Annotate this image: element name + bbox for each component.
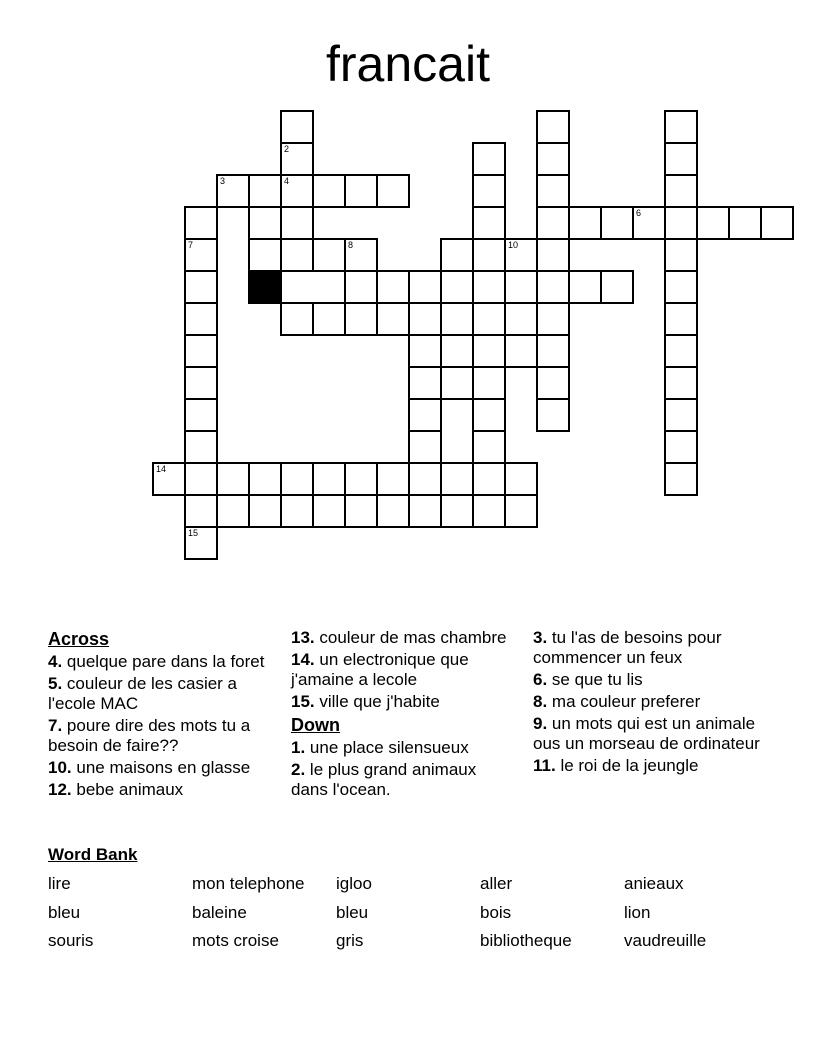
across-heading: Across: [48, 629, 110, 649]
black-cell: [248, 270, 282, 304]
clue-text: couleur de les casier a l'ecole MAC: [48, 674, 238, 713]
down-clue: [533, 670, 768, 690]
clue-number-label: 3.: [533, 628, 548, 647]
across-clue: [48, 674, 273, 714]
grid-cell[interactable]: [184, 366, 218, 400]
puzzle-title: francait: [326, 36, 490, 92]
word-bank-item: lion: [624, 903, 651, 922]
grid-cell[interactable]: [184, 398, 218, 432]
grid-cell[interactable]: [248, 206, 282, 240]
grid-cell[interactable]: [344, 462, 378, 496]
clue-number-label: 7.: [48, 716, 63, 735]
clue-text: ville que j'habite: [319, 692, 440, 711]
grid-cell[interactable]: [664, 302, 698, 336]
clue-number-label: 13.: [291, 628, 315, 647]
grid-cell[interactable]: [504, 334, 538, 368]
grid-cell[interactable]: [696, 206, 730, 240]
word-bank-item: souris: [48, 931, 94, 950]
grid-cell[interactable]: [184, 494, 218, 528]
grid-cell[interactable]: [536, 206, 570, 240]
grid-cell[interactable]: [472, 270, 506, 304]
clues-column-3: [533, 628, 768, 778]
grid-cell[interactable]: [184, 526, 218, 560]
word-bank-item: bleu: [48, 903, 81, 922]
grid-cell[interactable]: [440, 334, 474, 368]
down-heading: Down: [291, 715, 340, 735]
across-clue: [48, 652, 273, 672]
grid-cell[interactable]: [472, 142, 506, 176]
grid-cell[interactable]: [472, 430, 506, 464]
clue-text: bebe animaux: [76, 780, 184, 799]
clue-number-label: 10.: [48, 758, 72, 777]
clue-number: 3: [220, 176, 226, 186]
grid-cell[interactable]: [184, 238, 218, 272]
clue-number: 15: [188, 528, 199, 538]
grid-cell[interactable]: [472, 398, 506, 432]
grid-cell[interactable]: [632, 206, 666, 240]
grid-cell[interactable]: [440, 270, 474, 304]
clue-number-label: 14.: [291, 650, 315, 669]
word-bank-item: mon telephone: [192, 874, 305, 893]
grid-cell[interactable]: [760, 206, 794, 240]
word-bank-item: igloo: [336, 874, 372, 893]
word-bank-item: gris: [336, 931, 364, 950]
across-clue: [291, 650, 516, 690]
clue-text: tu l'as de besoins pour commencer un feux: [533, 628, 722, 667]
grid-cell[interactable]: [504, 494, 538, 528]
across-clue: [291, 692, 516, 712]
grid-cell[interactable]: [440, 366, 474, 400]
clue-number: 10: [508, 240, 519, 250]
grid-cell[interactable]: [312, 494, 346, 528]
clues-column-1: [48, 628, 273, 802]
grid-cell[interactable]: [280, 238, 314, 272]
grid-cell[interactable]: [664, 430, 698, 464]
grid-cell[interactable]: [280, 462, 314, 496]
grid-cell[interactable]: [376, 174, 410, 208]
clue-number-label: 8.: [533, 692, 548, 711]
word-bank-item: aller: [480, 874, 513, 893]
grid-cell[interactable]: [664, 398, 698, 432]
down-clue: [533, 628, 768, 668]
grid-cell[interactable]: [216, 462, 250, 496]
grid-cell[interactable]: [184, 270, 218, 304]
word-bank-item: bois: [480, 903, 512, 922]
grid-cell[interactable]: [568, 206, 602, 240]
clue-text: se que tu lis: [551, 670, 643, 689]
grid-cell[interactable]: [408, 366, 442, 400]
grid-cell[interactable]: [664, 206, 698, 240]
grid-cell[interactable]: [248, 174, 282, 208]
clue-number-label: 2.: [291, 760, 306, 779]
grid-cell[interactable]: [216, 494, 250, 528]
clue-number-label: 12.: [48, 780, 72, 799]
grid-cell[interactable]: [504, 238, 538, 272]
grid-cell[interactable]: [664, 366, 698, 400]
grid-cell[interactable]: [600, 206, 634, 240]
clue-number: 8: [348, 240, 354, 250]
grid-cell[interactable]: [376, 462, 410, 496]
grid-cell[interactable]: [216, 174, 250, 208]
down-clue: [533, 692, 768, 712]
across-clue: [48, 758, 273, 778]
clue-number: 4: [284, 176, 290, 186]
clue-text: quelque pare dans la foret: [66, 652, 265, 671]
grid-cell[interactable]: [568, 270, 602, 304]
grid-cell[interactable]: [344, 174, 378, 208]
grid-cell[interactable]: [408, 398, 442, 432]
grid-cell[interactable]: [472, 174, 506, 208]
grid-cell[interactable]: [376, 270, 410, 304]
clue-text: poure dire des mots tu a besoin de faire??: [48, 716, 251, 755]
word-bank-item: vaudreuille: [624, 931, 707, 950]
grid-cell[interactable]: [376, 494, 410, 528]
grid-cell[interactable]: [504, 302, 538, 336]
across-clue: [48, 716, 273, 756]
grid-cell[interactable]: [312, 302, 346, 336]
grid-cell[interactable]: [440, 302, 474, 336]
clue-number: 14: [156, 464, 167, 474]
grid-cell[interactable]: [184, 302, 218, 336]
grid-cell[interactable]: [664, 142, 698, 176]
word-bank-item: bibliotheque: [480, 931, 572, 950]
grid-cell[interactable]: [440, 494, 474, 528]
grid-cell[interactable]: [312, 238, 346, 272]
grid-cell[interactable]: [312, 174, 346, 208]
clue-number-label: 9.: [533, 714, 548, 733]
clue-number-label: 5.: [48, 674, 63, 693]
grid-cell[interactable]: [280, 142, 314, 176]
grid-cell[interactable]: [408, 462, 442, 496]
grid-cell[interactable]: [280, 174, 314, 208]
grid-cell[interactable]: [536, 398, 570, 432]
grid-cell[interactable]: [408, 430, 442, 464]
grid-cell[interactable]: [664, 174, 698, 208]
grid-cell[interactable]: [664, 238, 698, 272]
grid-cell[interactable]: [408, 334, 442, 368]
grid-cell[interactable]: [280, 302, 314, 336]
grid-cell[interactable]: [440, 238, 474, 272]
grid-cell[interactable]: [280, 110, 314, 144]
clue-text: ma couleur preferer: [551, 692, 701, 711]
clue-text: le plus grand animaux dans l'ocean.: [291, 760, 477, 799]
down-clue: [291, 760, 516, 800]
clue-number-label: 1.: [291, 738, 306, 757]
grid-cell[interactable]: [184, 334, 218, 368]
grid-cell[interactable]: [184, 430, 218, 464]
grid-cell[interactable]: [664, 334, 698, 368]
grid-cell[interactable]: [504, 270, 538, 304]
down-clue: [533, 714, 768, 754]
word-bank-item: mots croise: [192, 931, 279, 950]
grid-cell[interactable]: [472, 238, 506, 272]
grid-cell[interactable]: [664, 462, 698, 496]
grid-cell[interactable]: [344, 302, 378, 336]
clue-number-label: 11.: [533, 756, 556, 775]
grid-cell[interactable]: [536, 238, 570, 272]
grid-cell[interactable]: [184, 462, 218, 496]
grid-cell[interactable]: [248, 494, 282, 528]
grid-cell[interactable]: [184, 206, 218, 240]
down-clue: [291, 738, 516, 758]
word-bank-item: bleu: [336, 903, 369, 922]
grid-cell[interactable]: [664, 270, 698, 304]
down-clue: [533, 756, 768, 776]
grid-cell[interactable]: [504, 462, 538, 496]
grid-cell[interactable]: [248, 462, 282, 496]
grid-cell[interactable]: [728, 206, 762, 240]
clue-text: un mots qui est un animale ous un morseau de ordinateur: [533, 714, 760, 753]
clue-text: une place silensueux: [309, 738, 469, 757]
grid-cell[interactable]: [664, 110, 698, 144]
grid-cell[interactable]: [376, 302, 410, 336]
grid-cell[interactable]: [344, 270, 378, 304]
clue-number-label: 4.: [48, 652, 63, 671]
grid-cell[interactable]: [536, 302, 570, 336]
clue-text: une maisons en glasse: [76, 758, 251, 777]
grid-cell[interactable]: [408, 302, 442, 336]
grid-cell[interactable]: [248, 238, 282, 272]
clue-text: couleur de mas chambre: [319, 628, 507, 647]
grid-cell[interactable]: [472, 462, 506, 496]
grid-cell[interactable]: [536, 142, 570, 176]
word-bank-item: lire: [48, 874, 71, 893]
grid-cell[interactable]: [280, 206, 314, 240]
word-bank-item: baleine: [192, 903, 247, 922]
grid-cell[interactable]: [536, 110, 570, 144]
clue-number-label: 6.: [533, 670, 548, 689]
grid-cell[interactable]: [408, 270, 442, 304]
grid-cell[interactable]: [472, 302, 506, 336]
grid-cell[interactable]: [600, 270, 634, 304]
clue-number: 7: [188, 240, 194, 250]
grid-cell[interactable]: [344, 494, 378, 528]
across-clue: [48, 780, 273, 800]
grid-cell[interactable]: [152, 462, 186, 496]
grid-cell[interactable]: [536, 270, 570, 304]
clues-column-2: [291, 628, 516, 802]
across-clue: [291, 628, 516, 648]
clue-number: 6: [636, 208, 642, 218]
grid-cell[interactable]: [440, 462, 474, 496]
clue-text: le roi de la jeungle: [560, 756, 699, 775]
clue-number: 2: [284, 144, 290, 154]
grid-cell[interactable]: [536, 334, 570, 368]
grid-cell[interactable]: [536, 174, 570, 208]
grid-cell[interactable]: [472, 366, 506, 400]
grid-cell[interactable]: [312, 462, 346, 496]
word-bank-title: Word Bank: [48, 845, 138, 864]
grid-cell[interactable]: [408, 494, 442, 528]
grid-cell[interactable]: [280, 494, 314, 528]
word-bank-item: anieaux: [624, 874, 684, 893]
grid-cell[interactable]: [472, 334, 506, 368]
grid-cell[interactable]: [472, 206, 506, 240]
clue-text: un electronique que j'amaine a lecole: [291, 650, 469, 689]
grid-cell[interactable]: [536, 366, 570, 400]
grid-cell[interactable]: [472, 494, 506, 528]
grid-cell[interactable]: [344, 238, 378, 272]
clue-number-label: 15.: [291, 692, 315, 711]
